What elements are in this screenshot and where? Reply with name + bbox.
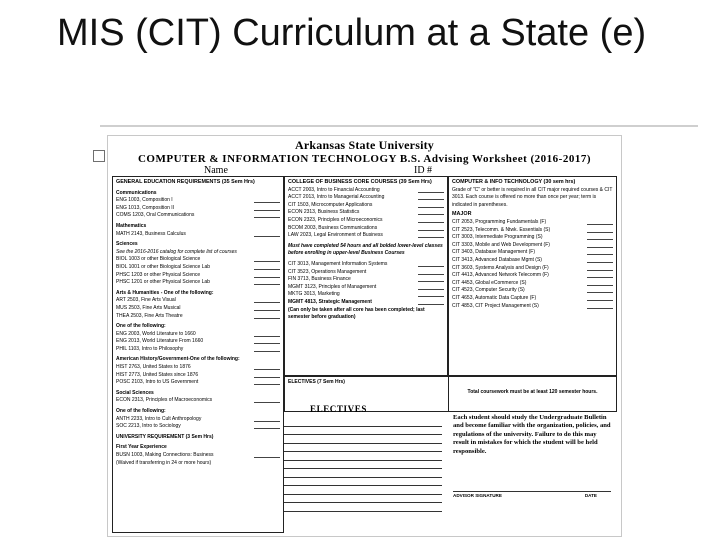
electives-lines [284, 418, 442, 512]
name-label: Name [204, 165, 228, 176]
list-item: ECON 2313, Business Statistics [288, 209, 444, 217]
advice-notice: Each student should study the Undergraduate Bulletin and become familiar with the organization, policies, and regulations of the university. Failure to do this may result in mistakes for which the student will be held responsible. [453, 414, 611, 455]
list-item: ENG 1003, Composition I [116, 197, 280, 205]
major-heading: MAJOR [452, 211, 472, 218]
list-item: ACCT 2013, Intro to Managerial Accounting [288, 194, 444, 202]
list-item: BIOL 1001 or other Biological Science Lab [116, 264, 280, 272]
list-item: ENG 2003, World Literature to 1660 [116, 331, 280, 339]
list-item: ENG 2013, World Literature From 1660 [116, 338, 280, 346]
list-item: CIT 3603, Systems Analysis and Design (F) [452, 265, 613, 273]
list-item: BCOM 2003, Business Communications [288, 225, 444, 233]
list-item: CIT 4523, Computer Security (S) [452, 287, 613, 295]
total-hours-box [448, 376, 617, 412]
list-item: (Waived if transferring in 24 or more hours) [116, 459, 212, 466]
list-item: CIT 2523, Telecomm. & Ntwk. Essentials (S) [452, 227, 613, 235]
group-heading: One of the following: [116, 323, 166, 330]
advisor-signature-line [453, 491, 611, 498]
list-item: CIT 4413, Advanced Network Telecomm (F) [452, 272, 613, 280]
slide-title: MIS (CIT) Curriculum at a State (e) [57, 12, 647, 54]
core-column [284, 176, 448, 376]
list-item: THEA 2503, Fine Arts Theatre [116, 313, 280, 321]
list-item: CIT 3013, Management Information Systems [288, 261, 444, 269]
list-item: HIST 2763, United States to 1876 [116, 364, 280, 372]
univ-req-heading: UNIVERSITY REQUIREMENT (3 Sem Hrs) [116, 433, 214, 440]
total-hours-text: Total coursework must be at least 120 semester hours. [467, 389, 598, 395]
group-heading: Arts & Humanities - One of the following: [116, 289, 214, 296]
list-item: CIT 1503, Microcomputer Applications [288, 202, 444, 210]
major-list [452, 219, 613, 310]
date-label: DATE [584, 493, 597, 498]
major-intro-heading: COMPUTER & INFO TECHNOLOGY (30 sem hrs) [452, 179, 576, 185]
core-notice: Must have completed 54 hours and all bolded lower-level classes before enrolling in upper-level Business Courses [288, 242, 443, 257]
list-item: CIT 2053, Programming Fundamentals (F) [452, 219, 613, 227]
list-item: CIT 3003, Intermediate Programming (S) [452, 234, 613, 242]
list-item: ACCT 2003, Intro to Financial Accounting [288, 187, 444, 195]
list-item: CIT 3523, Operations Management [288, 269, 444, 277]
core-list-b [288, 261, 444, 307]
group-heading: Sciences [116, 241, 138, 248]
major-intro-text: Grade of "C" or better is required in all CIT major required courses & CIT 3013. Each course is offered no more than once per year; term is indicated in parentheses. [452, 186, 613, 208]
list-item: MATH 2143, Business Calculus [116, 231, 280, 239]
advising-worksheet-image [107, 135, 622, 537]
bullet-square-icon [93, 150, 105, 162]
list-item: PHSC 1203 or other Physical Science [116, 272, 280, 280]
list-item: MUS 2503, Fine Arts Musical [116, 305, 280, 313]
core-list-a [288, 187, 444, 240]
list-item: ANTH 2233, Intro to Cult Anthropology [116, 416, 280, 424]
list-item: CIT 4653, Automatic Data Capture (F) [452, 295, 613, 303]
university-name: Arkansas State University [295, 138, 434, 152]
list-item: CIT 3303, Mobile and Web Development (F) [452, 242, 613, 250]
list-item: COMS 1203, Oral Communications [116, 212, 280, 220]
id-label: ID # [414, 165, 433, 176]
title-divider [100, 125, 698, 127]
list-item: POSC 2103, Intro to US Government [116, 379, 280, 387]
list-item: ART 2503, Fine Arts Visual [116, 297, 280, 305]
list-item: PHSC 1201 or other Physical Science Lab [116, 279, 280, 287]
major-column [448, 176, 617, 376]
gen-ed-groups [116, 190, 280, 431]
gen-ed-column [112, 176, 284, 533]
list-item: CIT 3403, Database Management (F) [452, 249, 613, 257]
list-item: ENG 1013, Composition II [116, 205, 280, 213]
list-item: CIT 3413, Advanced Database Mgmt (S) [452, 257, 613, 265]
core-heading: COLLEGE OF BUSINESS CORE COURSES (39 Sem Hrs) [288, 179, 432, 185]
electives-title: ELECTIVES [310, 404, 367, 414]
list-item: PHIL 1103, Intro to Philosophy [116, 346, 280, 354]
list-item: LAW 2023, Legal Environment of Business [288, 232, 444, 240]
worksheet-header [108, 138, 621, 165]
list-item: FIN 3713, Business Finance [288, 276, 444, 284]
list-item: HIST 2773, United States since 1876 [116, 372, 280, 380]
group-heading: One of the following: [116, 408, 166, 415]
list-item: BIOL 1003 or other Biological Science [116, 256, 280, 264]
list-item: CIT 4853, CIT Project Management (S) [452, 303, 613, 311]
group-heading: Communications [116, 189, 157, 196]
list-item: MGMT 3123, Principles of Management [288, 284, 444, 292]
group-heading: Mathematics [116, 222, 147, 229]
list-item: ECON 2323, Principles of Microeconomics [288, 217, 444, 225]
group-note: See the 2016-2016 catalog for complete list of courses [116, 248, 237, 255]
gen-ed-heading: GENERAL EDUCATION REQUIREMENTS (35 Sem Hrs) [116, 179, 255, 185]
list-item: MKTG 3013, Marketing [288, 291, 444, 299]
list-item: CIT 4453, Global eCommerce (S) [452, 280, 613, 288]
list-item: ECON 2313, Principles of Macroeconomics [116, 397, 280, 405]
list-item: MGMT 4813, Strategic Management [288, 299, 444, 307]
group-heading: American History/Government-One of the following: [116, 356, 240, 363]
group-heading: Social Sciences [116, 389, 154, 396]
first-year-heading: First Year Experience [116, 444, 167, 451]
list-item: SOC 2213, Intro to Sociology [116, 423, 280, 431]
list-item: BUSN 1003, Making Connections: Business [116, 452, 280, 460]
worksheet-title: COMPUTER & INFORMATION TECHNOLOGY B.S. Advising Worksheet (2016-2017) [137, 153, 592, 165]
electives-label: ELECTIVES (7 Sem Hrs) [288, 379, 345, 385]
core-footnote: (Can only be taken after all core has been completed; last semester before graduation) [288, 306, 425, 321]
advisor-label: ADVISOR SIGNATURE [453, 493, 502, 498]
